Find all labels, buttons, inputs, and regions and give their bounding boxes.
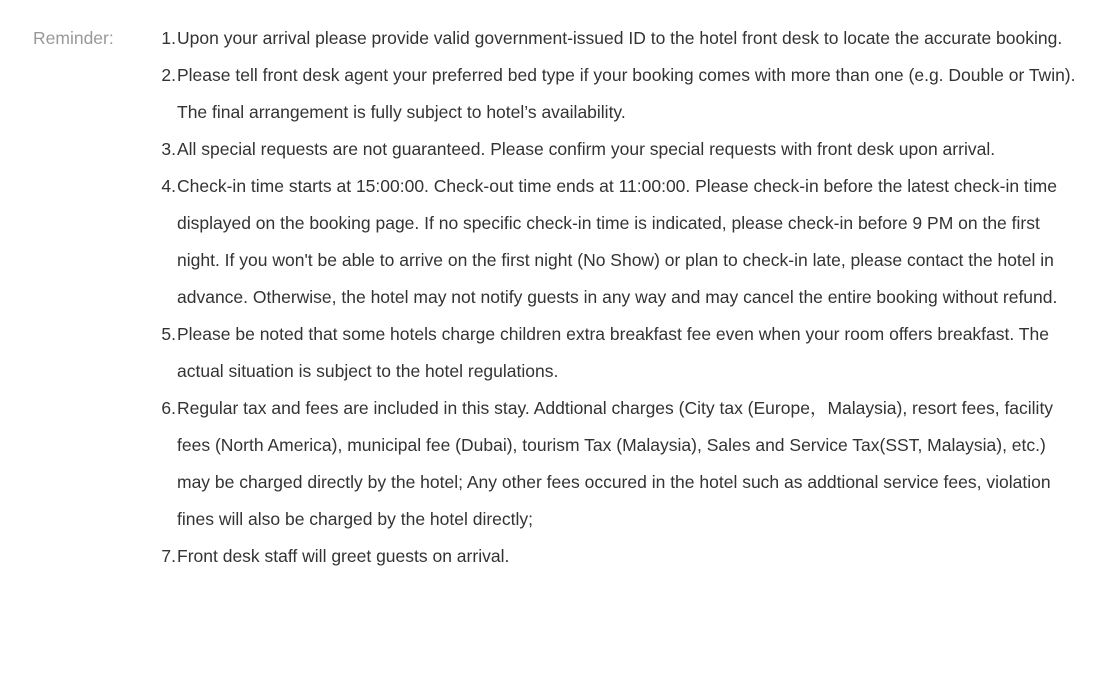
reminder-item-6 — [161, 390, 1082, 538]
reminder-item-4 — [161, 168, 1082, 316]
item-number: 5. — [161, 324, 176, 344]
item-text: Please be noted that some hotels charge children extra breakfast fee even when your room offers breakfast. The actual situation is subject to the hotel regulations. — [177, 324, 1049, 381]
reminder-list — [161, 20, 1082, 575]
item-number: 1. — [161, 28, 176, 48]
item-number: 7. — [161, 546, 176, 566]
item-number: 3. — [161, 139, 176, 159]
item-text: Regular tax and fees are included in this stay. Addtional charges (City tax (Europe，Malaysia), resort fees, facility fees (North America), municipal fee (Dubai), tourism Tax (Malaysia), Sales and Service Tax(SST, Malaysia), etc.) may be charged directly by the hotel; Any other fees occured in the hotel such as addtional service fees, violation fines will also be charged by the hotel directly; — [177, 398, 1054, 529]
item-text: Please tell front desk agent your preferred bed type if your booking comes with more than one (e.g. Double or Twin). The final arrangement is fully subject to hotel’s availability. — [177, 65, 1076, 122]
item-text: Front desk staff will greet guests on arrival. — [177, 546, 510, 566]
reminder-item-3 — [161, 131, 1082, 168]
reminder-item-5 — [161, 316, 1082, 390]
reminder-label: Reminder: — [33, 28, 114, 48]
item-number: 2. — [161, 65, 176, 85]
reminder-item-1 — [161, 20, 1082, 57]
item-number: 4. — [161, 176, 176, 196]
item-text: All special requests are not guaranteed. Please confirm your special requests with front desk upon arrival. — [177, 139, 996, 159]
item-text: Upon your arrival please provide valid government-issued ID to the hotel front desk to locate the accurate booking. — [177, 28, 1063, 48]
reminder-item-7 — [161, 538, 1082, 575]
reminder-item-2 — [161, 57, 1082, 131]
item-number: 6. — [161, 398, 176, 418]
item-text: Check-in time starts at 15:00:00. Check-out time ends at 11:00:00. Please check-in before the latest check-in time displayed on the booking page. If no specific check-in time is indicated, please check-in before 9 PM on the first night. If you won't be able to arrive on the first night (No Show) or plan to check-in late, please contact the hotel in advance. Otherwise, the hotel may not notify guests in any way and may cancel the entire booking without refund. — [177, 176, 1058, 307]
